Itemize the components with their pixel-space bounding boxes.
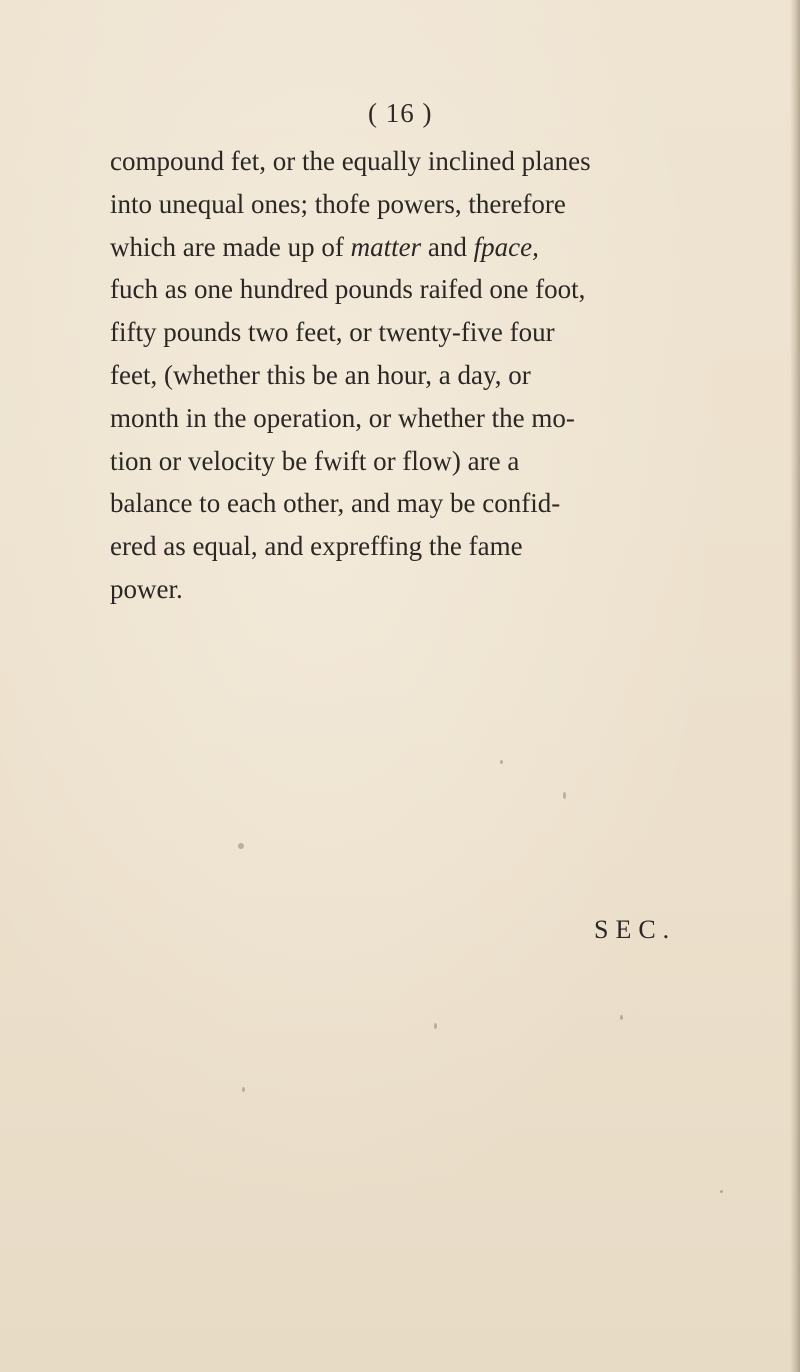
text-line [110, 525, 800, 568]
text-segment: fifty pounds two feet, or twenty-five four [110, 317, 555, 348]
text-line [110, 311, 800, 354]
text-line [110, 482, 800, 525]
paper-speck [242, 1087, 245, 1092]
text-segment: month in the operation, or whether the mo- [110, 402, 575, 433]
text-segment: ered as equal, and expreffing the fame [110, 531, 523, 562]
text-line [110, 268, 800, 311]
paper-speck [238, 843, 244, 849]
italic-word: matter [350, 231, 422, 262]
text-line [110, 397, 800, 440]
text-line [110, 440, 800, 483]
body-paragraph [110, 140, 800, 611]
text-line [110, 226, 800, 269]
paper-speck [563, 792, 566, 799]
text-line [110, 354, 800, 397]
text-segment: feet, (whether this be an hour, a day, or [110, 359, 531, 390]
text-line [110, 183, 800, 226]
text-segment: which are made up of [110, 231, 351, 262]
paper-speck [434, 1023, 437, 1029]
text-line [110, 140, 800, 183]
paper-speck [620, 1015, 623, 1020]
text-line [110, 568, 800, 611]
text-segment: balance to each other, and may be confid- [110, 488, 561, 519]
text-segment: fuch as one hundred pounds raifed one foot, [110, 274, 586, 305]
text-segment: power. [110, 573, 183, 604]
page-number: ( 16 ) [368, 98, 433, 128]
paper-speck [720, 1190, 723, 1193]
text-segment: tion or velocity be fwift or flow) are a [110, 445, 520, 476]
text-segment: compound fet, or the equally inclined planes [110, 146, 591, 176]
catchword: SEC. [594, 915, 677, 944]
text-segment: and [421, 231, 474, 262]
italic-word: fpace, [473, 231, 539, 262]
paper-speck [500, 760, 503, 764]
text-segment: into unequal ones; thofe powers, therefore [110, 188, 566, 219]
